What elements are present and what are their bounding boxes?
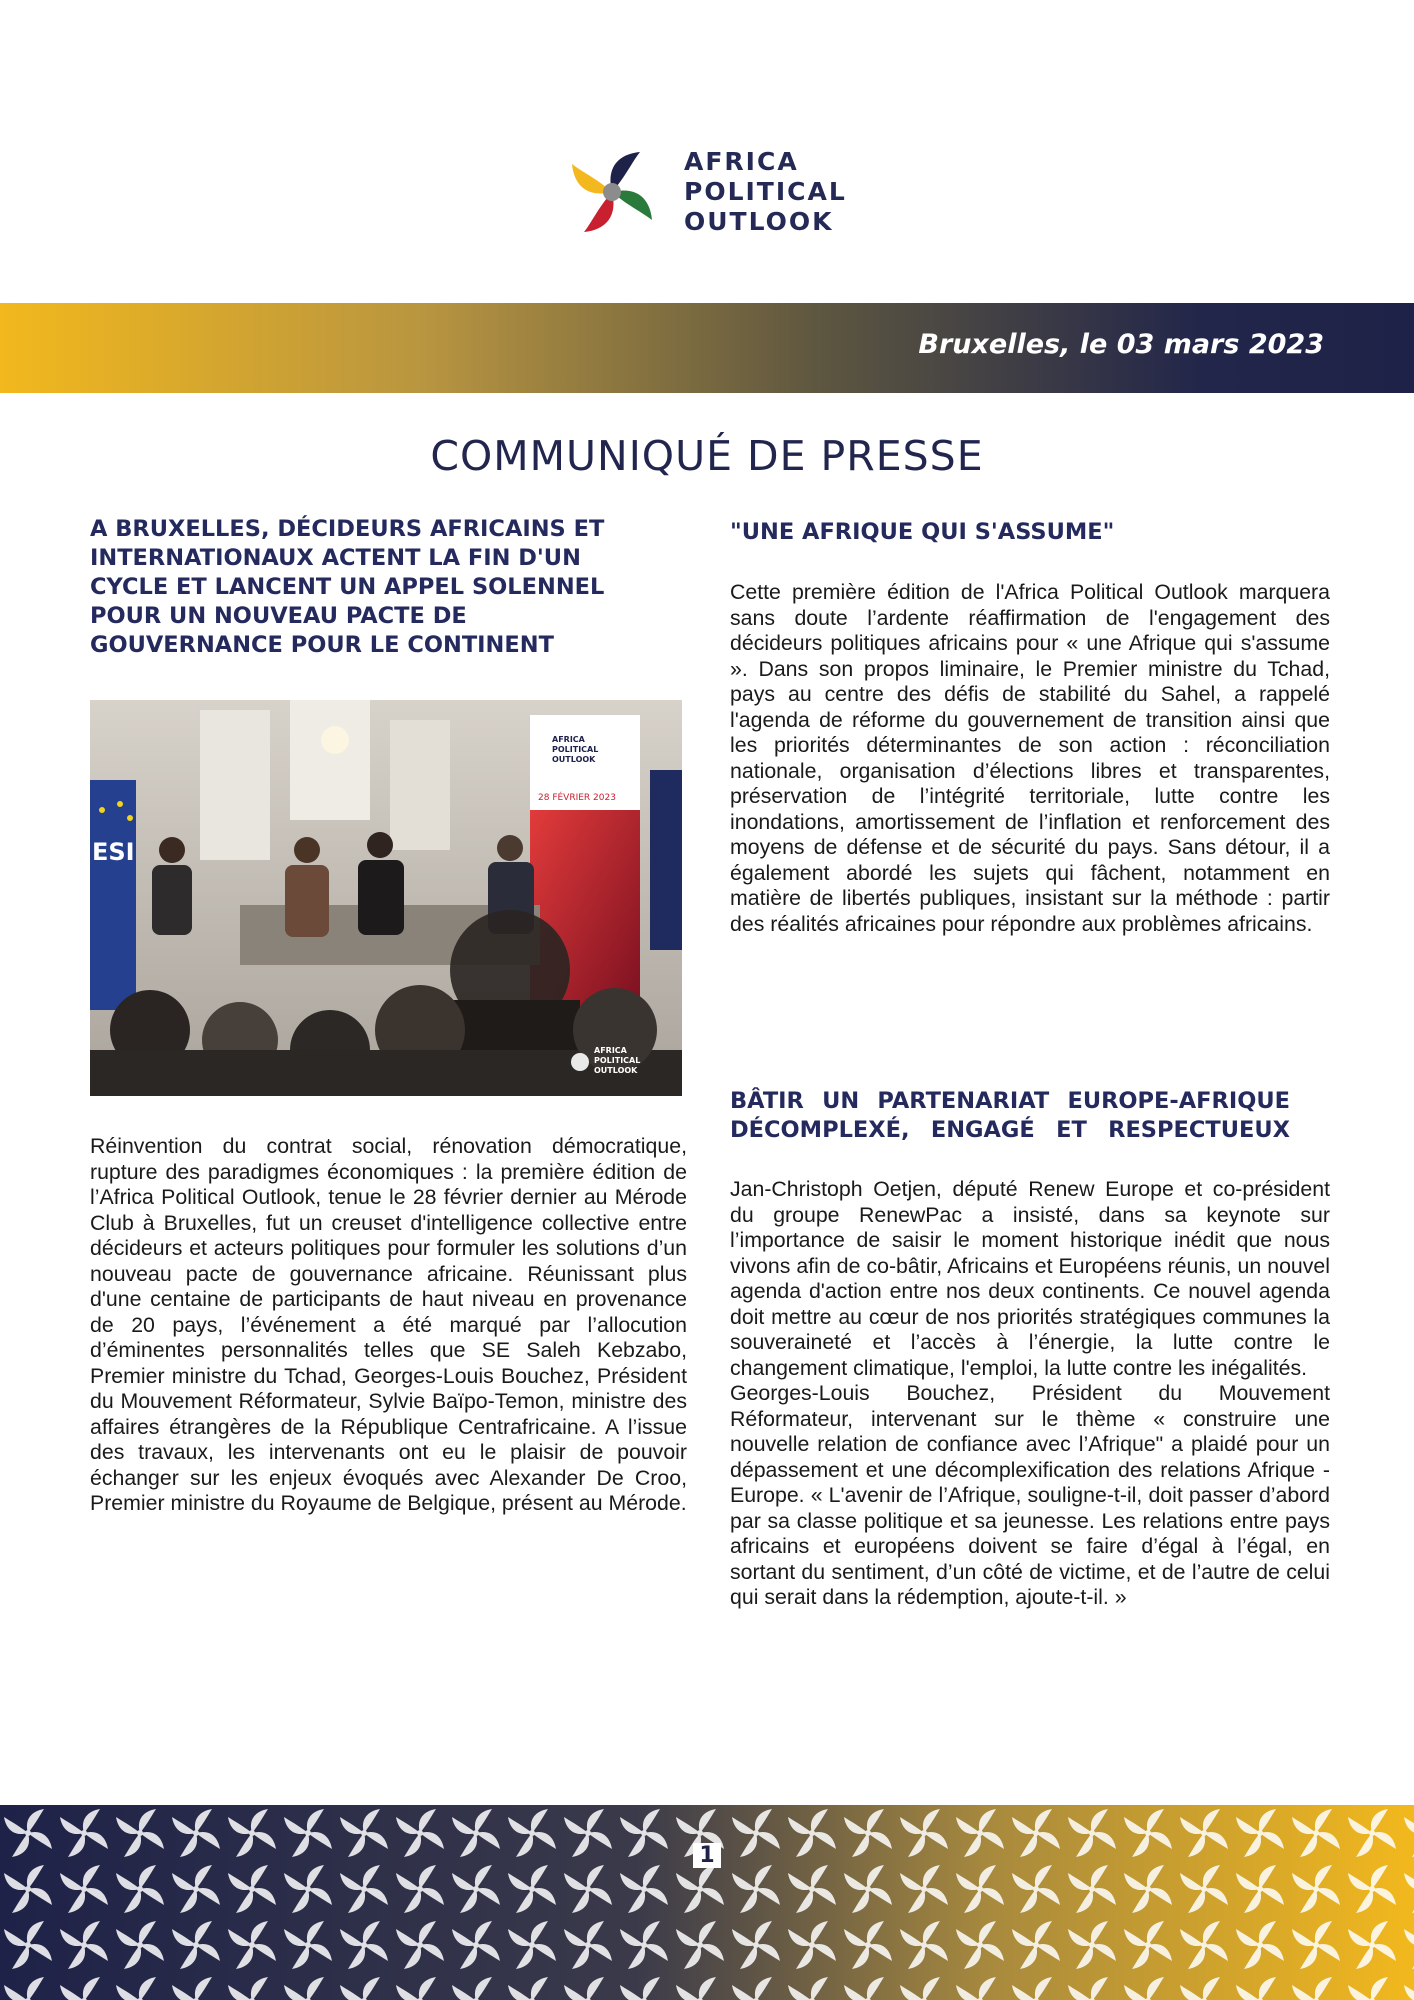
section-paragraph-oetjen: Jan-Christoph Oetjen, député Renew Europe et co-président du groupe RenewPac a insisté, dans sa keynote sur l’importance de saisir le moment historique inédit que nous vivons afin de co-bâtir, Africains et Européens réunis, un nouvel agenda d'action entre nos deux continents. Ce nouvel agenda doit mettre au cœur de nos priorités stratégiques communes la souveraineté et l’accès à l’énergie, la lutte contre le changement climatique, l'emploi, la lutte contre les inégalités. xyxy=(730,1177,1330,1380)
banner-event-date: 28 FÉVRIER 2023 xyxy=(538,793,616,803)
watermark-line-2: POLITICAL xyxy=(594,1056,641,1065)
section-paragraph-afrique: Cette première édition de l'Africa Political Outlook marquera sans doute l’ardente réaffirmation de l'engagement des décideurs politiques africains pour « une Afrique qui s'assume ». Dans son propos liminaire, le Premier ministre du Tchad, pays au centre des défis de stabilité du Sahel, a rappelé l'agenda de réforme du gouvernement de transition ainsi que les priorités déterminantes de son action : réconciliation nationale, organisation d’élections libres et transparentes, préservation de l’intégrité territoriale, lutte contre les inondations, amortissement de l’inflation et renforcement des moyens de défense et de sécurité du pays. Sans détour, il a également abordé les sujets qui fâchent, notamment en matière de libertés publiques, insistant sur la méthode : partir des réalités africaines pour répondre aux problèmes africains. xyxy=(730,580,1330,936)
banner-line-2: POLITICAL xyxy=(552,745,599,754)
main-headline: A BRUXELLES, DÉCIDEURS AFRICAINS ET INTERNATIONAUX ACTENT LA FIN D'UN CYCLE ET LANCENT UN APPEL SOLENNEL POUR UN NOUVEAU PACTE DE GOUVERNANCE POUR LE CONTINENT xyxy=(90,516,605,658)
banner-line-1: AFRICA xyxy=(552,735,585,744)
logo-text-line-2: POLITICAL xyxy=(684,177,847,206)
header-banner xyxy=(0,303,1414,393)
section-paragraph-bouchez: Georges-Louis Bouchez, Président du Mouvement Réformateur, intervenant sur le thème « construire une nouvelle relation de confiance avec l’Afrique" a plaidé pour un dépassement et une décomplexification des relations Afrique - Europe. « L'avenir de l’Afrique, souligne-t-il, doit passer d’abord par sa classe politique et sa jeunesse. Les relations entre pays africains et européens doivent se faire d’égal à l’égal, en sortant du sentiment, d’un côté de victime, et de l’autre de celui qui serait dans la rédemption, ajoute-t-il. » xyxy=(730,1381,1330,1609)
footer-pattern-graphic xyxy=(0,1805,1414,2000)
stand-text: ESI xyxy=(92,838,135,866)
section-heading-partenariat: BÂTIR UN PARTENARIAT EUROPE-AFRIQUE DÉCOMPLEXÉ, ENGAGÉ ET RESPECTUEUX xyxy=(730,1088,1290,1143)
event-photo-illustration xyxy=(90,700,682,1096)
section-body-partenariat xyxy=(730,1177,1330,1611)
brand-logo xyxy=(566,146,856,240)
page-number: 1 xyxy=(693,1843,720,1868)
banner-date: Bruxelles, le 03 mars 2023 xyxy=(918,329,1324,360)
section-heading-afrique: "UNE AFRIQUE QUI S'ASSUME" xyxy=(730,519,1115,545)
logo-pinwheel-icon xyxy=(566,146,660,240)
banner-line-3: OUTLOOK xyxy=(552,755,596,764)
page-number-wrap xyxy=(0,1843,1414,1868)
document-title: COMMUNIQUÉ DE PRESSE xyxy=(430,432,984,480)
logo-text-line-1: AFRICA xyxy=(684,147,799,176)
footer-pattern xyxy=(0,1805,1414,2000)
watermark-line-1: AFRICA xyxy=(594,1046,627,1055)
event-photo xyxy=(90,700,682,1096)
logo-text-line-3: OUTLOOK xyxy=(684,207,834,236)
left-body-paragraph: Réinvention du contrat social, rénovation démocratique, rupture des paradigmes économiques : la première édition de l’Africa Political Outlook, tenue le 28 février dernier au Mérode Club à Bruxelles, fut un creuset d'intelligence collective entre décideurs et acteurs politiques pour formuler les solutions d’un nouveau pacte de gouvernance africaine. Réunissant plus d'une centaine de participants de haut niveau en provenance de 20 pays, l’événement a été marqué par l’allocution d’éminentes personnalités telles que SE Saleh Kebzabo, Premier ministre du Tchad, Georges-Louis Bouchez, Président du Mouvement Réformateur, Sylvie Baïpo-Temon, ministre des affaires étrangères de la République Centrafricaine. A l’issue des travaux, les intervenants ont eu le plaisir de pouvoir échanger sur les enjeux évoqués avec Alexander De Croo, Premier ministre du Royaume de Belgique, présent au Mérode. xyxy=(90,1134,687,1515)
watermark-line-3: OUTLOOK xyxy=(594,1066,638,1075)
